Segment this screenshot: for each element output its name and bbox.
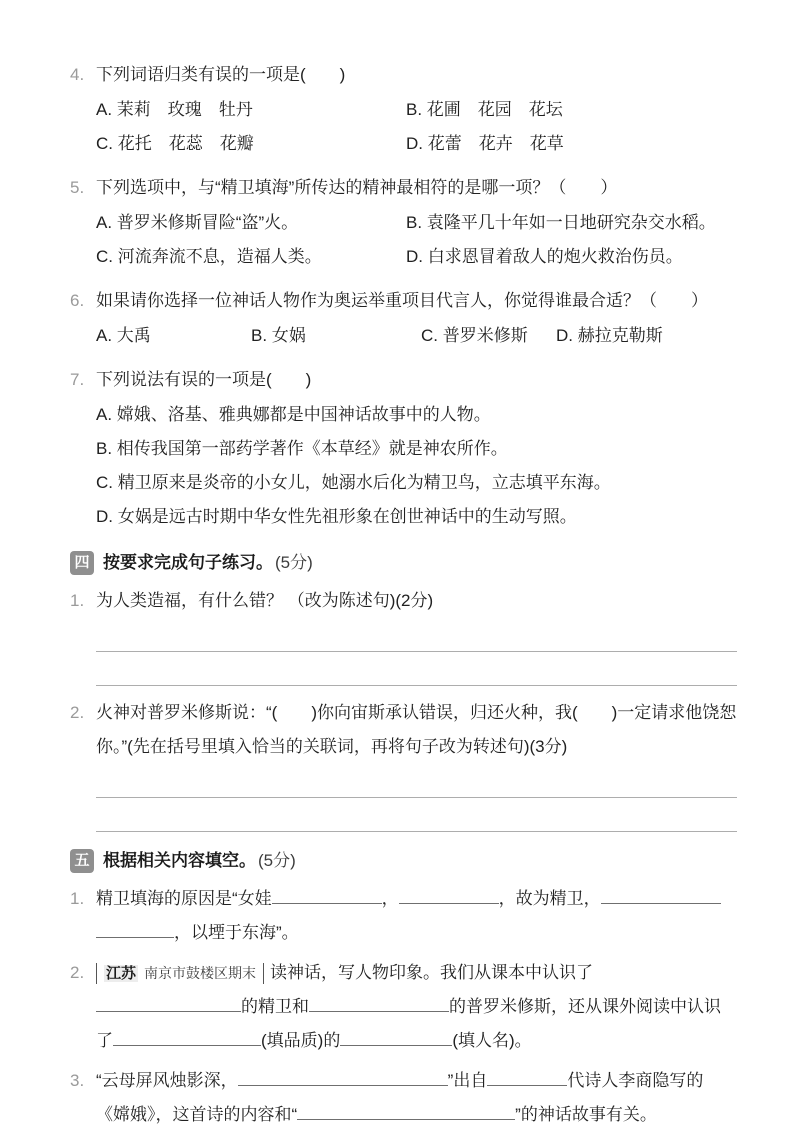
- answer-line: [96, 764, 737, 798]
- question-4-option-d: D. 花蕾 花卉 花草: [406, 134, 564, 153]
- section-4-question-1-text: 为人类造福，有什么错？ （改为陈述句)(2分): [96, 591, 434, 610]
- question-6-number: 6.: [70, 291, 85, 310]
- text-segment: ”出自: [447, 1071, 488, 1090]
- text-segment: 的普罗米修斯，还从课外阅读中认识了: [96, 997, 721, 1050]
- fill-blank: [113, 1030, 261, 1046]
- section-4-header: [70, 546, 737, 580]
- question-5-option-b: B. 袁隆平几十年如一日地研究杂交水稻。: [406, 213, 716, 232]
- section-4-badge: 四: [70, 551, 94, 575]
- exam-region-label: 江苏: [106, 965, 137, 982]
- section-5-question-2: [70, 956, 737, 1058]
- text-segment: 精卫填海的原因是“女娃: [96, 889, 272, 908]
- text-segment: ，故为精卫，: [498, 889, 601, 908]
- question-6: [70, 284, 737, 353]
- question-4: [70, 58, 737, 161]
- fill-blank: [96, 922, 174, 938]
- question-4-option-b: B. 花圃 花园 花坛: [406, 100, 563, 119]
- text-segment: 的精卫和: [241, 997, 309, 1016]
- exam-name-label: 南京市鼓楼区期末: [144, 965, 257, 981]
- question-7-option-d: D. 女娲是远古时期中华女性先祖形象在创世神话中的生动写照。: [96, 507, 577, 526]
- question-5-option-c: C. 河流奔流不息，造福人类。: [96, 247, 322, 266]
- question-6-options: [96, 319, 737, 353]
- question-6-option-a: A. 大禹: [96, 326, 151, 345]
- question-6-option-b: B. 女娲: [251, 326, 306, 345]
- section-4-question-1-answer-area: [70, 618, 737, 686]
- answer-line: [96, 652, 737, 686]
- fill-blank: [96, 996, 241, 1012]
- question-7-option-c: C. 精卫原来是炎帝的小女儿，她溺水后化为精卫鸟，立志填平东海。: [96, 473, 611, 492]
- question-4-option-c: C. 花托 花蕊 花瓣: [96, 134, 254, 153]
- section-5-question-1-text: [96, 882, 737, 950]
- section-5-question-1-number: 1.: [70, 889, 85, 908]
- question-4-stem: 下列词语归类有误的一项是( ): [96, 65, 346, 84]
- answer-line: [96, 798, 737, 832]
- question-6-stem: 如果请你选择一位神话人物作为奥运举重项目代言人，你觉得谁最合适？（ ）: [96, 291, 708, 310]
- question-4-option-a: A. 茉莉 玫瑰 牡丹: [96, 100, 253, 119]
- question-5: [70, 171, 737, 274]
- section-5-question-1: [70, 882, 737, 950]
- question-4-number: 4.: [70, 65, 85, 84]
- question-5-number: 5.: [70, 178, 85, 197]
- text-segment: ，: [381, 889, 399, 908]
- section-5-question-2-text: [96, 956, 737, 1058]
- fill-blank: [272, 888, 382, 904]
- text-segment: 代诗人李商隐写的《嫦娥》，这首诗的内容和“: [96, 1071, 704, 1124]
- section-5-question-2-number: 2.: [70, 963, 85, 982]
- text-segment: “云母屏风烛影深，: [96, 1071, 238, 1090]
- question-7-option-b: B. 相传我国第一部药学著作《本草经》就是神农所作。: [96, 439, 508, 458]
- section-5-title: 根据相关内容填空。: [103, 851, 256, 870]
- exam-source-tag: [96, 963, 264, 984]
- text-segment: ，以堙于东海”。: [174, 923, 299, 942]
- section-4-question-2: [70, 696, 737, 764]
- fill-blank: [487, 1070, 567, 1086]
- fill-blank: [399, 888, 499, 904]
- section-5-question-3-number: 3.: [70, 1071, 85, 1090]
- section-4-title: 按要求完成句子练习。: [103, 553, 273, 572]
- question-7-options: [96, 398, 737, 534]
- fill-blank: [309, 996, 449, 1012]
- fill-blank: [601, 888, 721, 904]
- question-4-options: [96, 93, 737, 161]
- question-7-stem: 下列说法有误的一项是( ): [96, 370, 312, 389]
- question-5-option-d: D. 白求恩冒着敌人的炮火救治伤员。: [406, 247, 683, 266]
- section-5-badge: 五: [70, 849, 94, 873]
- section-5-score: (5分): [258, 851, 296, 870]
- question-6-option-c: C. 普罗米修斯: [421, 326, 528, 345]
- text-segment: (填人名)。: [452, 1031, 532, 1050]
- text-segment: (填品质)的: [261, 1031, 341, 1050]
- fill-blank: [238, 1070, 448, 1086]
- text-segment: 读神话，写人物印象。我们从课本中认识了: [270, 963, 594, 982]
- section-4-question-1-number: 1.: [70, 591, 85, 610]
- section-4-question-2-number: 2.: [70, 703, 85, 722]
- section-4-question-2-answer-area: [70, 764, 737, 832]
- section-4-question-2-text: 火神对普罗米修斯说：“( )你向宙斯承认错误，归还火种，我( )一定请求他饶恕你。”(先在括号里填入恰当的关联词，再将句子改为转述句)(3分): [96, 703, 737, 756]
- section-4-question-1: [70, 584, 737, 618]
- answer-line: [96, 618, 737, 652]
- question-5-stem: 下列选项中，与“精卫填海”所传达的精神最相符的是哪一项？（ ）: [96, 178, 618, 197]
- fill-blank: [340, 1030, 452, 1046]
- question-6-option-d: D. 赫拉克勒斯: [556, 326, 663, 345]
- section-5-header: [70, 844, 737, 878]
- question-7-number: 7.: [70, 370, 85, 389]
- fill-blank: [297, 1104, 515, 1120]
- section-4-score: (5分): [275, 553, 313, 572]
- question-5-options: [96, 206, 737, 274]
- question-7: [70, 363, 737, 534]
- question-5-option-a: A. 普罗米修斯冒险“盗”火。: [96, 213, 299, 232]
- text-segment: ”的神话故事有关。: [515, 1105, 657, 1124]
- question-7-option-a: A. 嫦娥、洛基、雅典娜都是中国神话故事中的人物。: [96, 405, 491, 424]
